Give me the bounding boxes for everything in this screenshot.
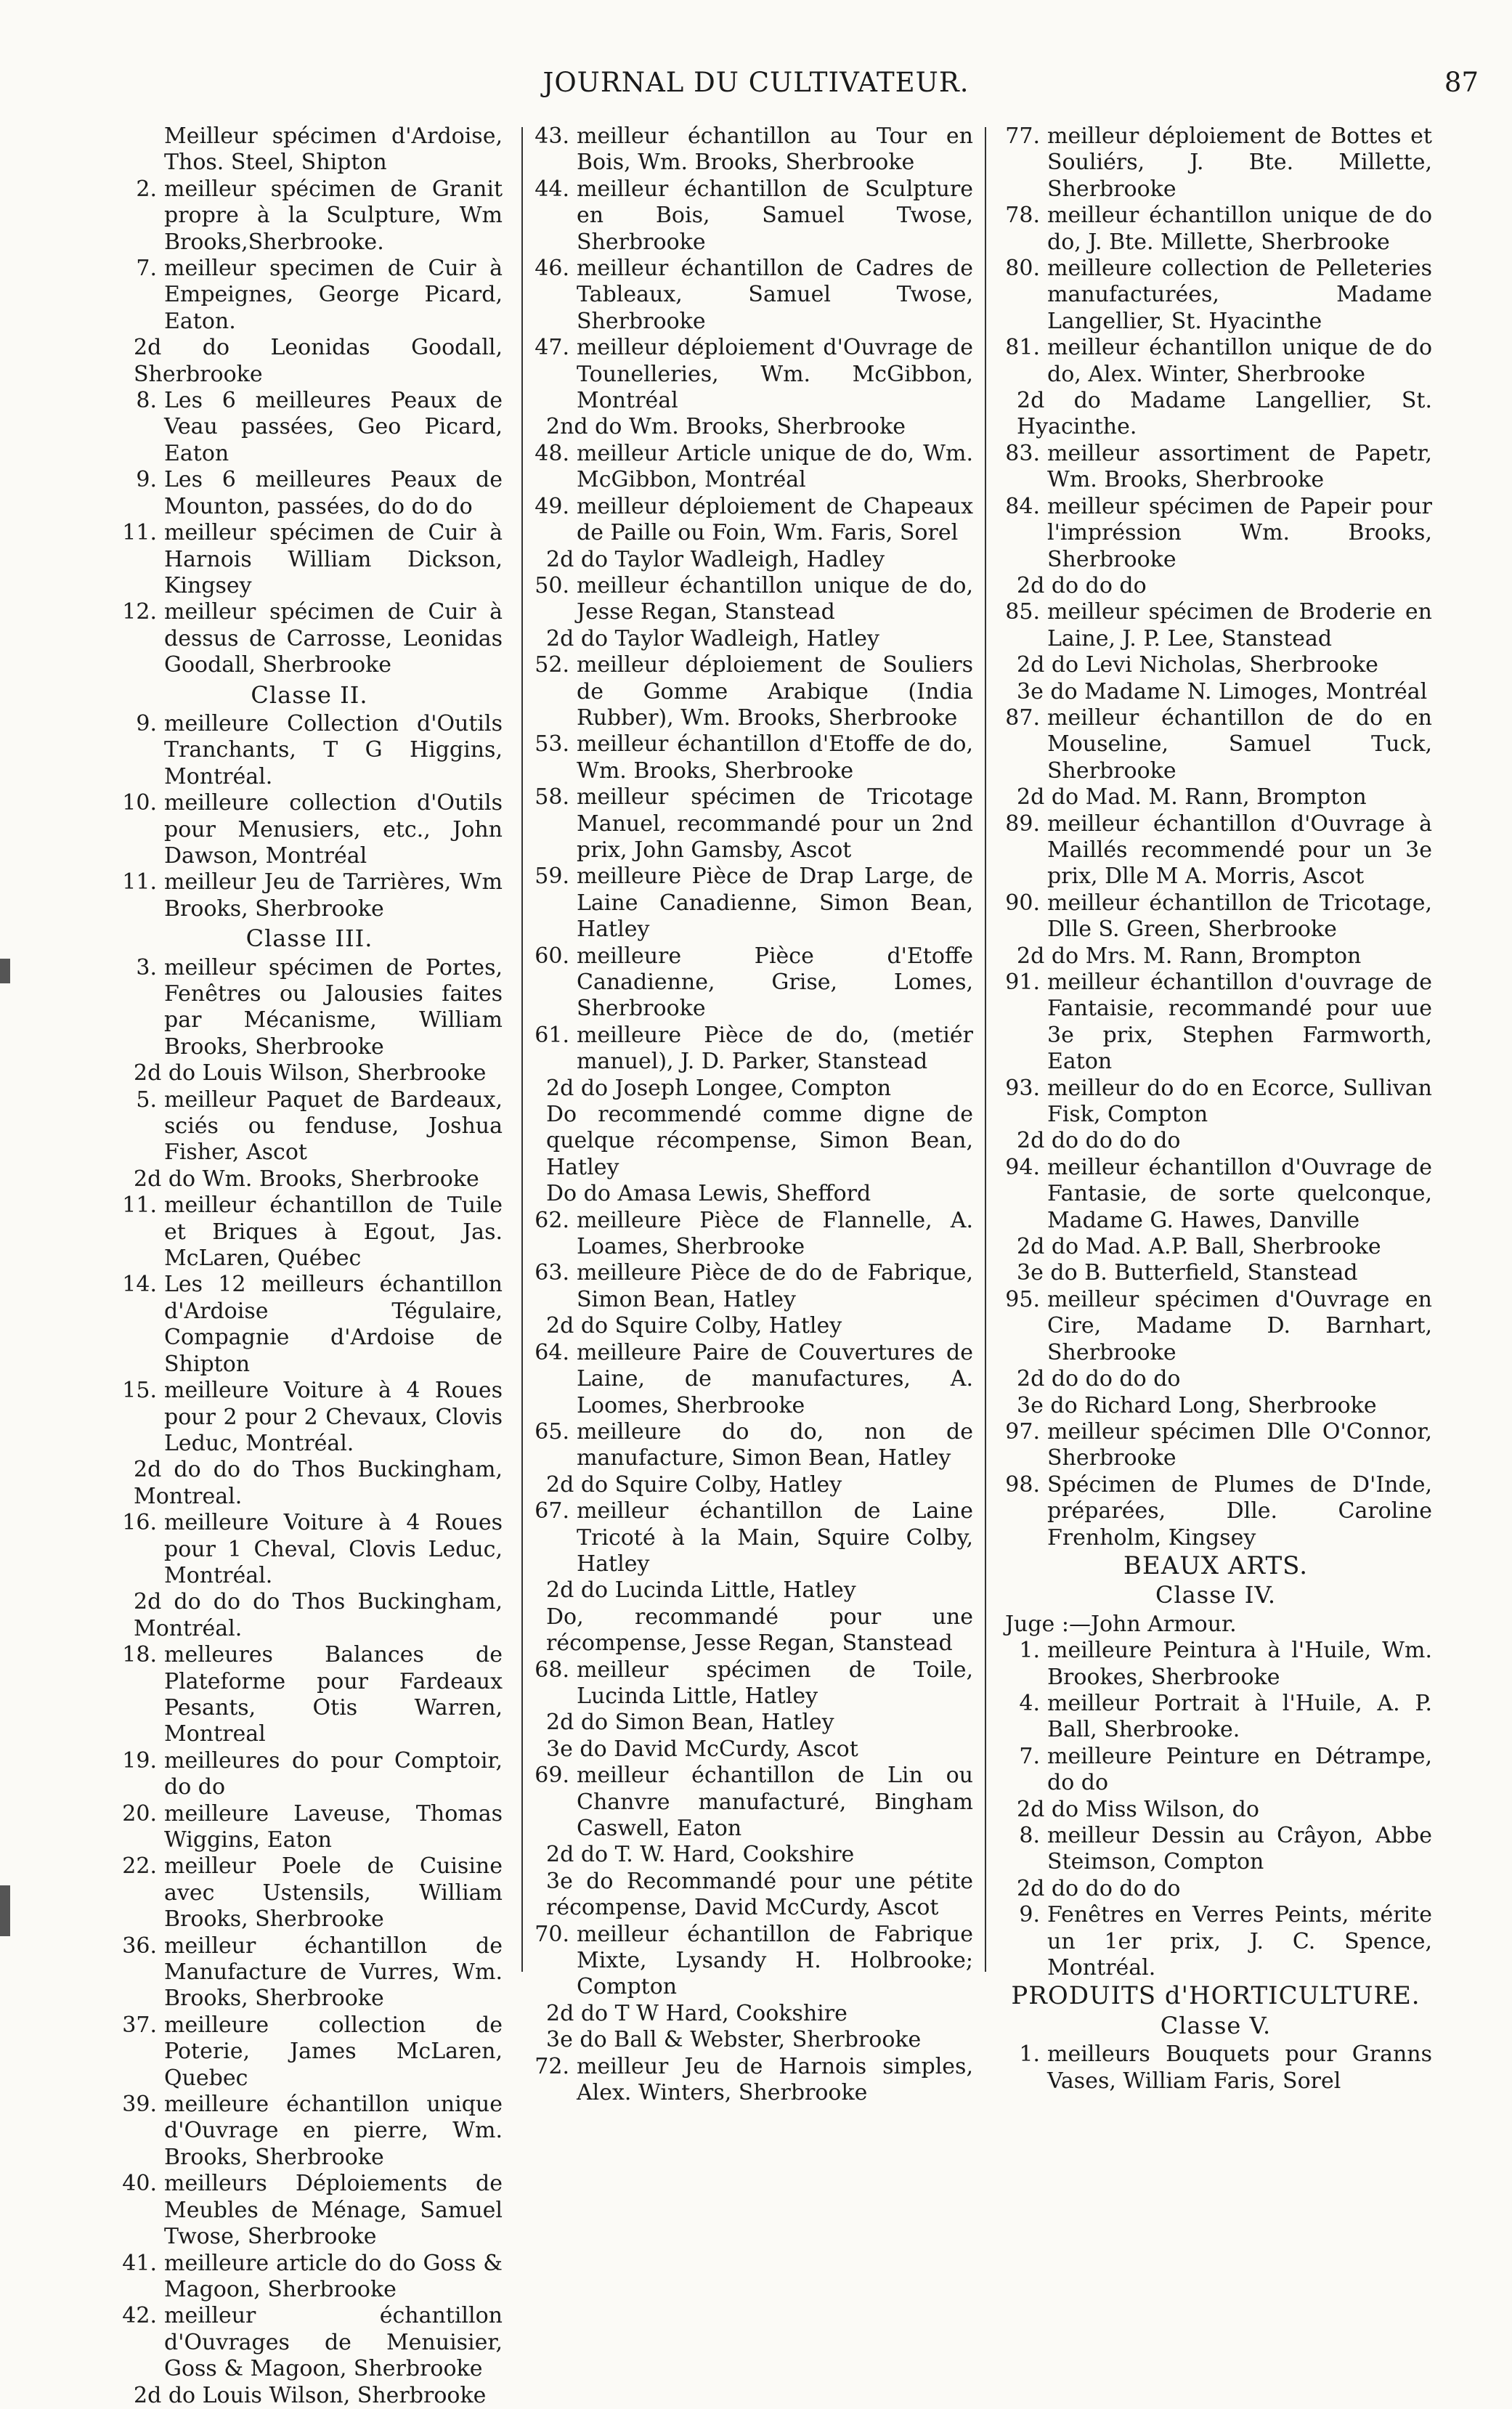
award-entry — [116, 1748, 503, 1801]
award-entry — [999, 705, 1432, 784]
award-subentry-text: 2nd do Wm. Brooks, Sherbrooke — [546, 414, 906, 440]
award-entry — [529, 784, 973, 864]
award-entry — [116, 2251, 503, 2304]
award-entry — [529, 1763, 973, 1842]
award-subentry-text: 3e do Madame N. Limoges, Montréal — [1017, 678, 1428, 704]
entry-text: meilleur spécimen de Papeir pour l'impréssion Wm. Brooks, Sherbrooke — [1047, 493, 1432, 572]
award-subentry — [116, 1589, 503, 1642]
entry-text: meilleure do do, non de manufacture, Simon Bean, Hatley — [577, 1418, 973, 1471]
entry-text: Fenêtres en Verres Peints, mérite un 1er prix, J. C. Spence, Montréal. — [1047, 1902, 1432, 1981]
entry-text: meilleur Jeu de Harnois simples, Alex. Winters, Sherbrooke — [577, 2053, 973, 2106]
entry-text: meilleurs Bouquets pour Granns Vases, William Faris, Sorel — [1047, 2042, 1432, 2094]
entry-text: meilleur spécimen de Broderie en Laine, J. P. Lee, Stanstead — [1047, 599, 1432, 651]
entry-text: meilleur échantillon d'ouvrage de Fantaisie, recommandé pour uue 3e prix, Stephen Farmworth, Eaton — [1047, 970, 1432, 1075]
entry-number: 70. — [535, 1921, 569, 1947]
award-entry — [999, 123, 1432, 203]
award-subentry — [529, 414, 973, 440]
journal-title: JOURNAL DU CULTIVATEUR. — [542, 67, 970, 98]
award-entry — [999, 1823, 1432, 1876]
award-subentry — [999, 1234, 1432, 1260]
page-header — [0, 67, 1512, 110]
award-entry — [116, 1933, 503, 2012]
entry-number: 8. — [136, 388, 157, 414]
award-entry — [999, 1472, 1432, 1551]
entry-number: 87. — [1005, 704, 1040, 731]
entry-text: meilleur spécimen d'Ouvrage en Cire, Madame D. Barnhart, Sherbrooke — [1047, 1286, 1432, 1365]
award-subentry-text: 2d do Taylor Wadleigh, Hatley — [546, 625, 879, 651]
entry-text: meilleur déploiement d'Ouvrage de Tounelleries, Wm. McGibbon, Montréal — [577, 335, 973, 414]
award-subentry — [999, 388, 1432, 441]
award-subentry — [529, 1604, 973, 1657]
entry-number: 63. — [535, 1260, 569, 1286]
award-entry — [529, 2054, 973, 2107]
entry-text: meilleure Laveuse, Thomas Wiggins, Eaton — [164, 1800, 503, 1853]
entry-text: meilleure Pièce de do de Fabrique, Simon Bean, Hatley — [577, 1260, 973, 1312]
award-subentry — [116, 2383, 503, 2409]
entry-number: 14. — [122, 1272, 157, 1298]
entry-text: meilleur spécimen de Tricotage Manuel, recommandé pour un 2nd prix, John Gamsby, Ascot — [577, 784, 973, 863]
award-entry — [999, 2042, 1432, 2095]
award-subentry — [116, 1457, 503, 1510]
award-subentry — [999, 1876, 1432, 1902]
entry-text: Les 12 meilleurs échantillon d'Ardoise Tégulaire, Compagnie d'Ardoise de Shipton — [164, 1272, 503, 1377]
entry-text: meilleure Voiture à 4 Roues pour 2 pour 2 Chevaux, Clovis Leduc, Montréal. — [164, 1378, 503, 1456]
award-subentry-text: 2d do Wm. Brooks, Sherbrooke — [134, 1166, 479, 1192]
entry-text: Les 6 meilleures Peaux de Veau passées, Geo Picard, Eaton — [164, 388, 503, 466]
award-entry — [529, 1023, 973, 1076]
entry-number: 62. — [535, 1207, 569, 1233]
award-subentry — [999, 1128, 1432, 1154]
award-subentry-text: 2d do do do do — [1017, 1128, 1181, 1154]
section-heading: Classe III. — [245, 925, 373, 953]
entry-text: Spécimen de Plumes de D'Inde, préparées, Dlle. Caroline Frenholm, Kingsey — [1047, 1471, 1432, 1551]
entry-text: meilleur échantillon de Laine Tricoté à la Main, Squire Colby, Hatley — [577, 1498, 973, 1577]
award-subentry-text: 2d do Louis Wilson, Sherbrooke — [134, 2382, 487, 2408]
award-entry — [116, 955, 503, 1061]
award-entry — [529, 864, 973, 943]
award-subentry-text: Do do Amasa Lewis, Shefford — [546, 1181, 871, 1207]
entry-text: meilleure collection d'Outils pour Menusiers, etc., John Dawson, Montréal — [164, 790, 503, 869]
entry-number: 36. — [122, 1933, 157, 1959]
judge-line: Juge :—John Armour. — [1005, 1611, 1237, 1637]
entry-text: meilleur do do en Ecorce, Sullivan Fisk, Compton — [1047, 1075, 1432, 1128]
entry-number: 3. — [136, 954, 157, 980]
entry-number: 67. — [535, 1498, 569, 1524]
entry-text: meilleur Article unique de do, Wm. McGibbon, Montréal — [577, 440, 973, 493]
entry-number: 59. — [535, 864, 569, 890]
award-entry — [529, 494, 973, 547]
entry-text: meilleur assortiment de Papetr, Wm. Brooks, Sherbrooke — [1047, 440, 1432, 493]
entry-number: 65. — [535, 1418, 569, 1445]
entry-number: 37. — [122, 2012, 157, 2038]
award-entry — [116, 256, 503, 335]
award-entry — [116, 1272, 503, 1378]
entry-number: 19. — [122, 1747, 157, 1774]
award-subentry-text: 2d do T W Hard, Cookshire — [546, 2000, 848, 2026]
entry-text: meilleur specimen de Cuir à Empeignes, George Picard, Eaton. — [164, 256, 503, 334]
award-entry — [999, 335, 1432, 388]
entry-text: meilleur spécimen de Cuir à dessus de Carrosse, Leonidas Goodall, Sherbrooke — [164, 599, 503, 678]
award-subentry — [529, 1736, 973, 1763]
entry-number: 9. — [136, 467, 157, 493]
entry-text: meilleure Pièce d'Etoffe Canadienne, Grise, Lomes, Sherbrooke — [577, 943, 973, 1022]
entry-number: 9. — [136, 710, 157, 736]
entry-number: 16. — [122, 1510, 157, 1536]
award-entry — [529, 1922, 973, 2001]
entry-number: 43. — [535, 123, 569, 149]
entry-text: meilleure Voiture à 4 Roues pour 1 Cheval, Clovis Leduc, Montréal. — [164, 1510, 503, 1588]
entry-number: 2. — [136, 176, 157, 202]
entry-text: meilleur Paquet de Bardeaux, sciés ou fenduse, Joshua Fisher, Ascot — [164, 1086, 503, 1166]
award-entry — [116, 1378, 503, 1457]
entry-text: meilleur échantillon de Tuile et Briques à Egout, Jas. McLaren, Québec — [164, 1193, 503, 1272]
entry-text: meilleur échantillon de do en Mouseline, Samuel Tuck, Sherbrooke — [1047, 704, 1432, 784]
award-subentry-text: Do recommendé comme digne de quelque récompense, Simon Bean, Hatley — [546, 1102, 973, 1180]
entry-number: 94. — [1005, 1154, 1040, 1180]
award-entry — [529, 441, 973, 494]
entry-number: 1. — [1019, 2042, 1040, 2068]
entry-text: meilleure Pièce de do, (metiér manuel), J. D. Parker, Stanstead — [577, 1022, 973, 1075]
entry-number: 12. — [122, 599, 157, 625]
entry-number: 9. — [1019, 1902, 1040, 1928]
entry-text: meilleure article do do Goss & Magoon, Sherbrooke — [164, 2250, 503, 2302]
award-entry — [529, 123, 973, 176]
award-entry — [116, 2303, 503, 2382]
award-subentry-text: 2d do Miss Wilson, do — [1017, 1796, 1259, 1822]
award-entry — [529, 1419, 973, 1472]
entry-text: meilleur spécimen Dlle O'Connor, Sherbrooke — [1047, 1418, 1432, 1471]
award-subentry-text: 3e do Recommandé pour une pétite récompense, David McCurdy, Ascot — [546, 1868, 973, 1921]
award-subentry-text: 3e do B. Butterfield, Stanstead — [1017, 1260, 1358, 1286]
entry-text: meilleur déploiement de Chapeaux de Paille ou Foin, Wm. Faris, Sorel — [577, 493, 973, 546]
entry-text: meilleure Pièce de Drap Large, de Laine Canadienne, Simon Bean, Hatley — [577, 864, 973, 943]
award-subentry-text: 2d do Mad. A.P. Ball, Sherbrooke — [1017, 1234, 1381, 1260]
entry-number: 61. — [535, 1022, 569, 1048]
entry-text: meilleur échantillon unique de do do, J. Bte. Millette, Sherbrooke — [1047, 203, 1432, 255]
entry-text: meilleur Portrait à l'Huile, A. P. Ball, Sherbrooke. — [1047, 1690, 1432, 1743]
entry-number: 47. — [535, 335, 569, 361]
entry-text: melleures Balances de Plateforme pour Fardeaux Pesants, Otis Warren, Montreal — [164, 1642, 503, 1747]
entry-number: 58. — [535, 784, 569, 811]
award-entry — [116, 123, 503, 176]
award-entry — [529, 335, 973, 414]
award-subentry-text: 3e do Ball & Webster, Sherbrooke — [546, 2027, 922, 2053]
entry-number: 64. — [535, 1339, 569, 1365]
column-divider — [521, 127, 523, 1972]
section-heading: Classe IV. — [1155, 1581, 1277, 1609]
award-subentry — [999, 573, 1432, 599]
entry-number: 77. — [1005, 123, 1040, 149]
entry-number: 15. — [122, 1378, 157, 1404]
award-subentry-text: 3e do David McCurdy, Ascot — [546, 1736, 858, 1762]
award-subentry — [529, 1076, 973, 1102]
entry-text: meilleur échantillon de Manufacture de Vurres, Wm. Brooks, Sherbrooke — [164, 1933, 503, 2012]
column-right — [999, 123, 1432, 2095]
entry-text: meilleur échantillon unique de do, Jesse Regan, Stanstead — [577, 572, 973, 625]
award-subentry — [116, 335, 503, 388]
award-entry — [529, 1657, 973, 1710]
award-entry — [116, 2171, 503, 2250]
award-subentry-text: 2d do Joseph Longee, Compton — [546, 1075, 892, 1101]
award-subentry-text: 2d do Lucinda Little, Hatley — [546, 1577, 856, 1604]
entry-number: 81. — [1005, 335, 1040, 361]
award-subentry-text: 2d do Mad. M. Rann, Brompton — [1017, 784, 1367, 811]
award-subentry-text: 2d do T. W. Hard, Cookshire — [546, 1842, 855, 1868]
entry-number: 11. — [122, 1193, 157, 1219]
award-entry — [116, 1087, 503, 1166]
award-entry — [999, 1691, 1432, 1744]
award-subentry — [999, 1366, 1432, 1392]
entry-number: 60. — [535, 943, 569, 969]
award-entry — [999, 494, 1432, 573]
entry-number: 4. — [1019, 1690, 1040, 1716]
award-entry — [999, 890, 1432, 943]
entry-number: 5. — [136, 1086, 157, 1113]
award-subentry-text: 2d do Madame Langellier, St. Hyacinthe. — [1017, 388, 1432, 440]
award-entry — [116, 1801, 503, 1854]
award-entry — [999, 441, 1432, 494]
entry-text: meilleur déploiement de Bottes et Souliérs, J. Bte. Millette, Sherbrooke — [1047, 123, 1432, 202]
award-subentry — [529, 1710, 973, 1736]
entry-number: 83. — [1005, 440, 1040, 466]
entry-number: 22. — [122, 1853, 157, 1880]
entry-text: meilleur spécimen de Cuir à Harnois William Dickson, Kingsey — [164, 520, 503, 598]
award-entry — [999, 1638, 1432, 1691]
column-left — [116, 123, 503, 2409]
award-entry — [116, 520, 503, 599]
award-subentry-text: 2d do Taylor Wadleigh, Hadley — [546, 546, 885, 572]
entry-text: meilleur échantillon de Cadres de Tableaux, Samuel Twose, Sherbrooke — [577, 256, 973, 334]
award-subentry-text: Do, recommandé pour une récompense, Jesse Regan, Stanstead — [546, 1604, 973, 1657]
entry-number: 46. — [535, 256, 569, 282]
award-subentry-text: 2d do Louis Wilson, Sherbrooke — [134, 1060, 487, 1086]
award-subentry — [999, 784, 1432, 811]
award-subentry — [999, 679, 1432, 705]
entry-text: meilleur spécimen de Portes, Fenêtres ou Jalousies faites par Mécanisme, William Brooks, Sherbrooke — [164, 954, 503, 1060]
entry-number: 10. — [122, 790, 157, 816]
award-subentry — [529, 1181, 973, 1207]
entry-number: 11. — [122, 520, 157, 546]
award-entry — [529, 652, 973, 731]
award-entry — [999, 203, 1432, 256]
entry-number: 85. — [1005, 599, 1040, 625]
award-entry — [116, 711, 503, 790]
entry-number: 84. — [1005, 493, 1040, 519]
entry-number: 98. — [1005, 1471, 1040, 1498]
entry-number: 72. — [535, 2053, 569, 2079]
entry-number: 7. — [136, 256, 157, 282]
award-entry — [529, 943, 973, 1023]
award-subentry-text: 2d do do do Thos Buckingham, Montreal. — [134, 1457, 503, 1509]
entry-text: meilleur échantillon de Fabrique Mixte, Lysandy H. Holbrooke; Compton — [577, 1921, 973, 2000]
award-entry — [529, 731, 973, 784]
section-title: BEAUX ARTS. — [1123, 1551, 1309, 1580]
award-entry — [999, 599, 1432, 652]
entry-number: 40. — [122, 2171, 157, 2197]
entry-text: meilleurs Déploiements de Meubles de Ménage, Samuel Twose, Sherbrooke — [164, 2171, 503, 2250]
award-entry — [116, 869, 503, 922]
award-entry — [529, 1498, 973, 1577]
award-subentry — [999, 1260, 1432, 1286]
section-heading: Classe II. — [251, 681, 368, 709]
entry-number: 44. — [535, 176, 569, 202]
award-entry — [116, 2092, 503, 2171]
entry-number: 78. — [1005, 203, 1040, 229]
award-entry — [529, 1340, 973, 1419]
entry-text: meilleur Dessin au Crâyon, Abbe Steimson, Compton — [1047, 1823, 1432, 1875]
award-entry — [529, 573, 973, 626]
entry-text: meilleure Pièce de Flannelle, A. Loames, Sherbrooke — [577, 1207, 973, 1260]
award-entry — [529, 256, 973, 335]
award-entry — [999, 970, 1432, 1076]
entry-number: 41. — [122, 2250, 157, 2276]
entry-number: 20. — [122, 1800, 157, 1827]
entry-number: 7. — [1019, 1743, 1040, 1769]
entry-text: meilleures do pour Comptoir, do do — [164, 1747, 503, 1800]
entry-text: meilleure échantillon unique d'Ouvrage en pierre, Wm. Brooks, Sherbrooke — [164, 2092, 503, 2170]
award-entry — [116, 2012, 503, 2092]
award-subentry-text: 2d do Squire Colby, Hatley — [546, 1313, 842, 1339]
scan-edge-mark — [0, 959, 10, 983]
award-subentry — [116, 1166, 503, 1193]
entry-text: meilleur spécimen de Granit propre à la Sculpture, Wm Brooks,Sherbrooke. — [164, 176, 503, 255]
award-subentry — [999, 943, 1432, 970]
award-subentry-text: 3e do Richard Long, Sherbrooke — [1017, 1392, 1377, 1418]
award-subentry-text: 2d do do do Thos Buckingham, Montréal. — [134, 1589, 503, 1641]
award-entry — [116, 467, 503, 520]
award-entry — [999, 1419, 1432, 1472]
award-subentry — [999, 1797, 1432, 1823]
entry-text: meilleur échantillon de Tricotage, Dlle S. Green, Sherbrooke — [1047, 890, 1432, 943]
entry-text: meilleur échantillon au Tour en Bois, Wm. Brooks, Sherbrooke — [577, 123, 973, 176]
entry-text: meilleur spécimen de Toile, Lucinda Little, Hatley — [577, 1657, 973, 1709]
entry-text: meilleur Jeu de Tarrières, Wm Brooks, Sherbrooke — [164, 869, 503, 922]
entry-text: meilleure Paire de Couvertures de Laine, de manufactures, A. Loomes, Sherbrooke — [577, 1339, 973, 1418]
award-subentry — [529, 1842, 973, 1868]
page-number: 87 — [1444, 67, 1479, 98]
award-subentry-text: 2d do Levi Nicholas, Sherbrooke — [1017, 652, 1378, 678]
entry-number: 8. — [1019, 1823, 1040, 1848]
entry-number: 93. — [1005, 1075, 1040, 1101]
entry-text: meilleure Peinture en Détrampe, do do — [1047, 1743, 1432, 1796]
entry-text: Meilleur spécimen d'Ardoise, Thos. Steel, Shipton — [164, 123, 503, 176]
entry-number: 50. — [535, 572, 569, 598]
award-subentry-text: 2d do do do do — [1017, 1366, 1181, 1392]
entry-text: meilleur échantillon d'Etoffe de do, Wm. Brooks, Sherbrooke — [577, 731, 973, 784]
award-subentry — [529, 1869, 973, 1922]
entry-number: 95. — [1005, 1286, 1040, 1312]
entry-text: meilleur échantillon unique de do do, Alex. Winter, Sherbrooke — [1047, 335, 1432, 387]
entry-number: 53. — [535, 731, 569, 757]
award-entry — [116, 599, 503, 678]
award-subentry-text: 2d do do do do — [1017, 1875, 1181, 1901]
entry-number: 52. — [535, 652, 569, 678]
award-entry — [999, 1744, 1432, 1797]
entry-number: 89. — [1005, 811, 1040, 837]
entry-number: 39. — [122, 2092, 157, 2118]
entry-number: 48. — [535, 440, 569, 466]
award-entry — [529, 176, 973, 256]
award-subentry — [529, 1577, 973, 1604]
award-subentry-text: 2d do Simon Bean, Hatley — [546, 1710, 834, 1736]
award-subentry — [116, 1060, 503, 1086]
entry-number: 1. — [1019, 1638, 1040, 1664]
award-entry — [116, 1853, 503, 1933]
entry-number: 80. — [1005, 256, 1040, 282]
section-heading: Classe V. — [1160, 2011, 1272, 2039]
entry-text: meilleure collection de Pelleteries manufacturées, Madame Langellier, St. Hyacinthe — [1047, 256, 1432, 334]
award-entry — [116, 1510, 503, 1589]
award-entry — [529, 1260, 973, 1313]
entry-number: 97. — [1005, 1418, 1040, 1445]
award-subentry — [999, 1393, 1432, 1419]
award-entry — [999, 256, 1432, 335]
entry-text: Les 6 meilleures Peaux de Mounton, passées, do do do — [164, 467, 503, 519]
award-subentry — [529, 1472, 973, 1498]
award-entry — [999, 1902, 1432, 1981]
entry-text: meilleur Poele de Cuisine avec Ustensils, William Brooks, Sherbrooke — [164, 1853, 503, 1933]
award-entry — [116, 1193, 503, 1272]
award-entry — [116, 176, 503, 256]
award-subentry — [529, 1102, 973, 1181]
entry-text: meilleur échantillon d'Ouvrages de Menuisier, Goss & Magoon, Sherbrooke — [164, 2303, 503, 2382]
entry-number: 11. — [122, 869, 157, 895]
entry-number: 18. — [122, 1642, 157, 1668]
award-entry — [999, 1287, 1432, 1366]
award-entry — [529, 1208, 973, 1261]
award-entry — [116, 388, 503, 467]
award-subentry-text: 2d do do do — [1017, 572, 1147, 598]
award-entry — [999, 1155, 1432, 1234]
award-entry — [116, 790, 503, 869]
entry-number: 69. — [535, 1763, 569, 1789]
entry-text: meilleur échantillon de Lin ou Chanvre manufacturé, Bingham Caswell, Eaton — [577, 1763, 973, 1841]
entry-text: meilleure Collection d'Outils Tranchants, T G Higgins, Montréal. — [164, 710, 503, 789]
award-subentry — [529, 2001, 973, 2027]
entry-text: meilleur déploiement de Souliers de Gomme Arabique (India Rubber), Wm. Brooks, Sherbrooke — [577, 652, 973, 731]
entry-text: meilleur échantillon d'Ouvrage de Fantasie, de sorte quelconque, Madame G. Hawes, Danville — [1047, 1154, 1432, 1233]
section-title: PRODUITS d'HORTICULTURE. — [1011, 1981, 1420, 2011]
entry-number: 68. — [535, 1657, 569, 1683]
entry-text: meilleure Peintura à l'Huile, Wm. Brookes, Sherbrooke — [1047, 1638, 1432, 1690]
award-subentry — [529, 547, 973, 573]
award-entry — [999, 1076, 1432, 1129]
entry-number: 42. — [122, 2303, 157, 2329]
entry-number: 91. — [1005, 970, 1040, 995]
award-entry — [999, 811, 1432, 890]
scan-edge-mark — [0, 1885, 10, 1936]
entry-text: meilleur échantillon d'Ouvrage à Maillés recommendé pour un 3e prix, Dlle M A. Morris, Ascot — [1047, 811, 1432, 890]
award-subentry — [999, 652, 1432, 678]
column-middle — [529, 123, 973, 2106]
entry-text: meilleur échantillon de Sculpture en Bois, Samuel Twose, Sherbrooke — [577, 176, 973, 255]
award-subentry — [529, 626, 973, 652]
award-subentry-text: 2d do Mrs. M. Rann, Brompton — [1017, 943, 1362, 969]
award-entry — [116, 1642, 503, 1748]
column-divider — [985, 127, 986, 1972]
entry-number: 90. — [1005, 890, 1040, 916]
award-subentry-text: 2d do Leonidas Goodall, Sherbrooke — [134, 335, 503, 387]
entry-number: 49. — [535, 493, 569, 519]
award-subentry — [529, 2027, 973, 2053]
award-subentry-text: 2d do Squire Colby, Hatley — [546, 1471, 842, 1498]
award-subentry — [529, 1313, 973, 1339]
entry-text: meilleure collection de Poterie, James McLaren, Quebec — [164, 2012, 503, 2091]
